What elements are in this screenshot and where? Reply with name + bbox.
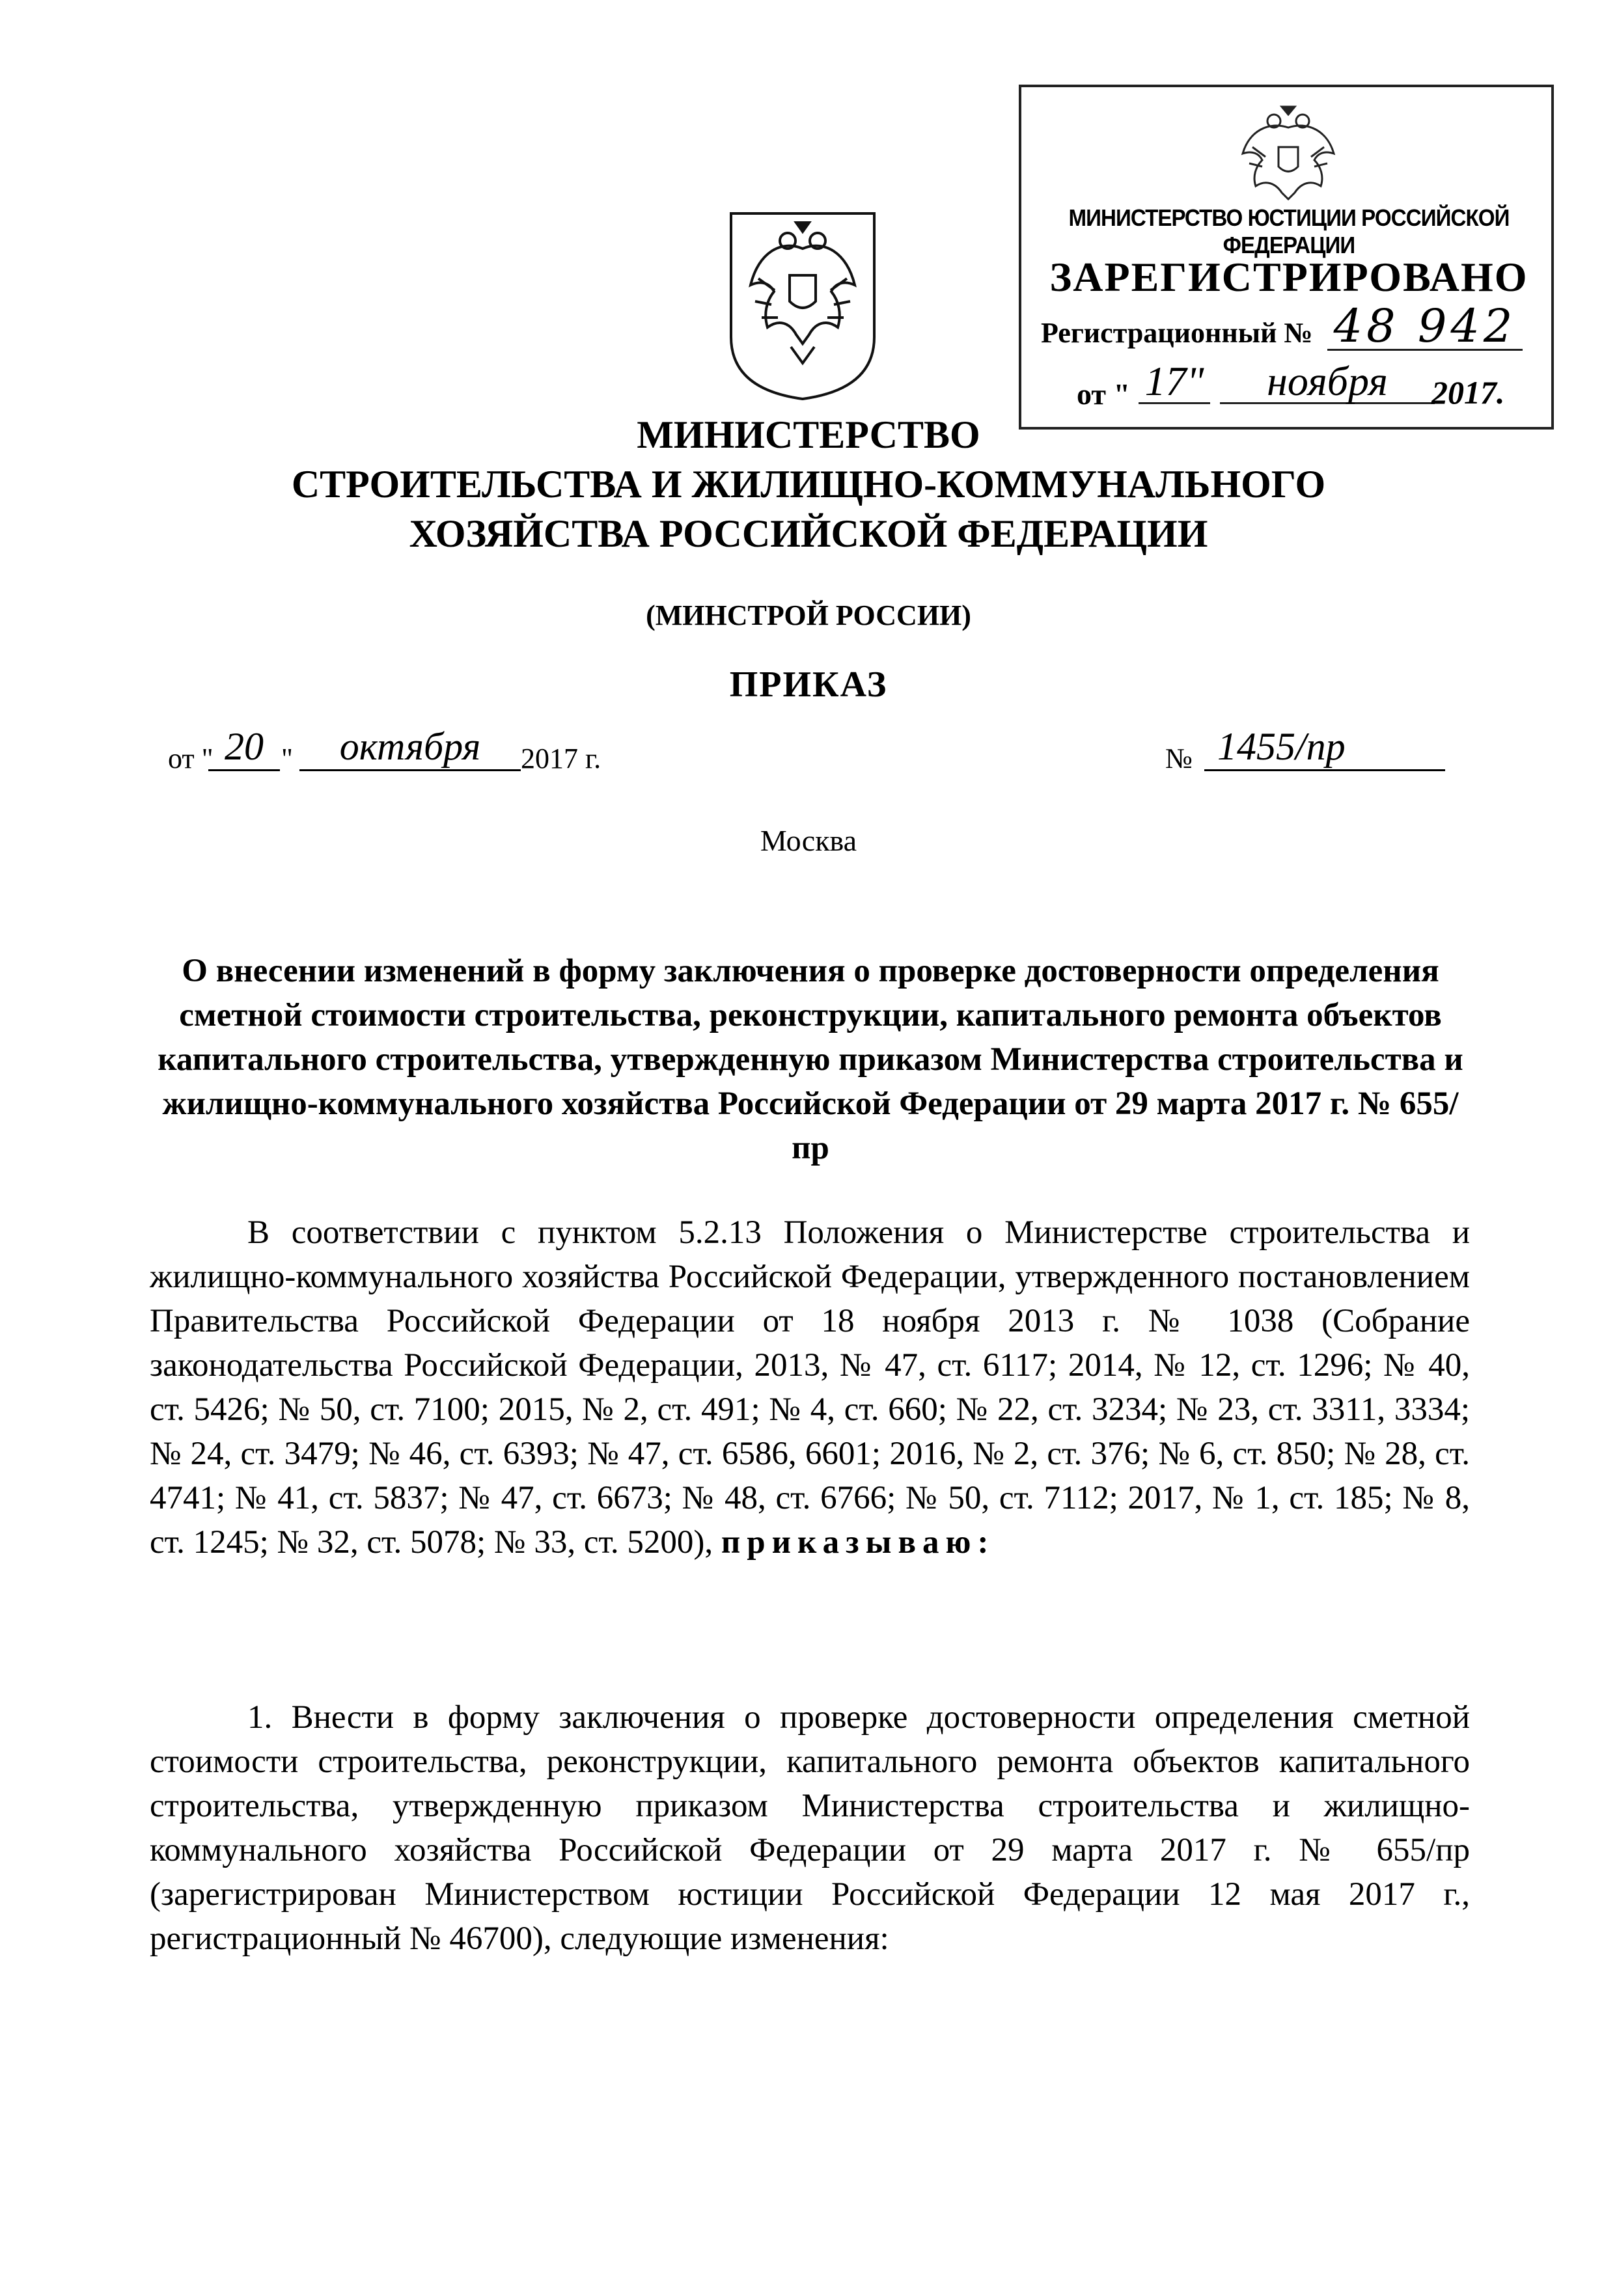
city: Москва [760, 824, 857, 857]
ministry-name-line1: МИНИСТЕРСТВО [637, 413, 980, 456]
stamp-date-month: ноября [1220, 361, 1435, 404]
order-number-value: 1455/пр [1204, 724, 1445, 771]
order-number-label: № [1165, 743, 1193, 774]
decree-word: приказываю [721, 1524, 978, 1561]
stamp-regno-value: 48 942 [1327, 303, 1523, 351]
stamp-date-prefix: от " [1077, 377, 1131, 411]
stamp-regno-label: Регистрационный № [1041, 317, 1313, 349]
order-date-year: 2017 г. [521, 743, 601, 774]
preamble-paragraph [150, 1210, 1470, 1565]
coat-of-arms-icon [1223, 102, 1353, 206]
order-date-prefix: от " [168, 743, 214, 774]
stamp-date-year: 2017. [1431, 374, 1505, 411]
order-date-month: октября [299, 724, 521, 771]
order-date-quote: " [281, 743, 293, 774]
ministry-name-line3: ХОЗЯЙСТВА РОССИЙСКОЙ ФЕДЕРАЦИИ [409, 512, 1208, 555]
order-subject: О внесении изменений в форму заключения о проверке достоверности определения сметной стоимости строительства, реконструкции, капитального ремонта объектов капитального строительства, утвержденную приказом Министерства строительства и жилищно-коммунального хозяйства Российской Федерации от 29 марта 2017 г. № 655/пр [158, 953, 1463, 1166]
decree-colon: : [977, 1524, 989, 1561]
clause-1-paragraph: 1. Внести в форму заключения о проверке достоверности определения сметной стоимости строительства, реконструкции, капитального ремонта объектов капитального строительства, утвержденную приказом Министерства строительства и жилищно-коммунального хозяйства Российской Федерации от 29 марта 2017 г. № 655/пр (зарегистрирован Министерством юстиции Российской Федерации 12 мая 2017 г., регистрационный № 46700), следующие изменения: [150, 1699, 1470, 1957]
stamp-ministry: МИНИСТЕРСТВО ЮСТИЦИИ РОССИЙСКОЙ ФЕДЕРАЦИИ [1068, 204, 1510, 258]
preamble-text: В соответствии с пунктом 5.2.13 Положения о Министерстве строительства и жилищно-коммунального хозяйства Российской Федерации, утвержденного постановлением Правительства Российской Федерации от 18 ноября 2013 г. № 1038 (Собрание законодательства Российской Федерации, 2013, № 47, ст. 6117; 2014, № 12, ст. 1296; № 40, ст. 5426; № 50, ст. 7100; 2015, № 2, ст. 491; № 4, ст. 660; № 22, ст. 3234; № 23, ст. 3311, 3334; № 24, ст. 3479; № 46, ст. 6393; № 47, ст. 6586, 6601; 2016, № 2, ст. 376; № 6, ст. 850; № 28, ст. 4741; № 41, ст. 5837; № 47, ст. 6673; № 48, ст. 6766; № 50, ст. 7112; 2017, № 1, ст. 185; № 8, ст. 1245; № 32, ст. 5078; № 33, ст. 5200), [150, 1214, 1470, 1561]
ministry-name-line2: СТРОИТЕЛЬСТВА И ЖИЛИЩНО-КОММУНАЛЬНОГО [291, 463, 1326, 506]
order-title: ПРИКАЗ [729, 664, 888, 705]
order-date-day: 20 [208, 724, 280, 771]
coat-of-arms-icon [726, 207, 879, 402]
ministry-short-name: (МИНСТРОЙ РОССИИ) [646, 599, 971, 631]
stamp-registered: ЗАРЕГИСТРИРОВАНО [1049, 254, 1528, 300]
registration-stamp [1019, 85, 1554, 430]
stamp-date-day: 17" [1139, 361, 1210, 404]
